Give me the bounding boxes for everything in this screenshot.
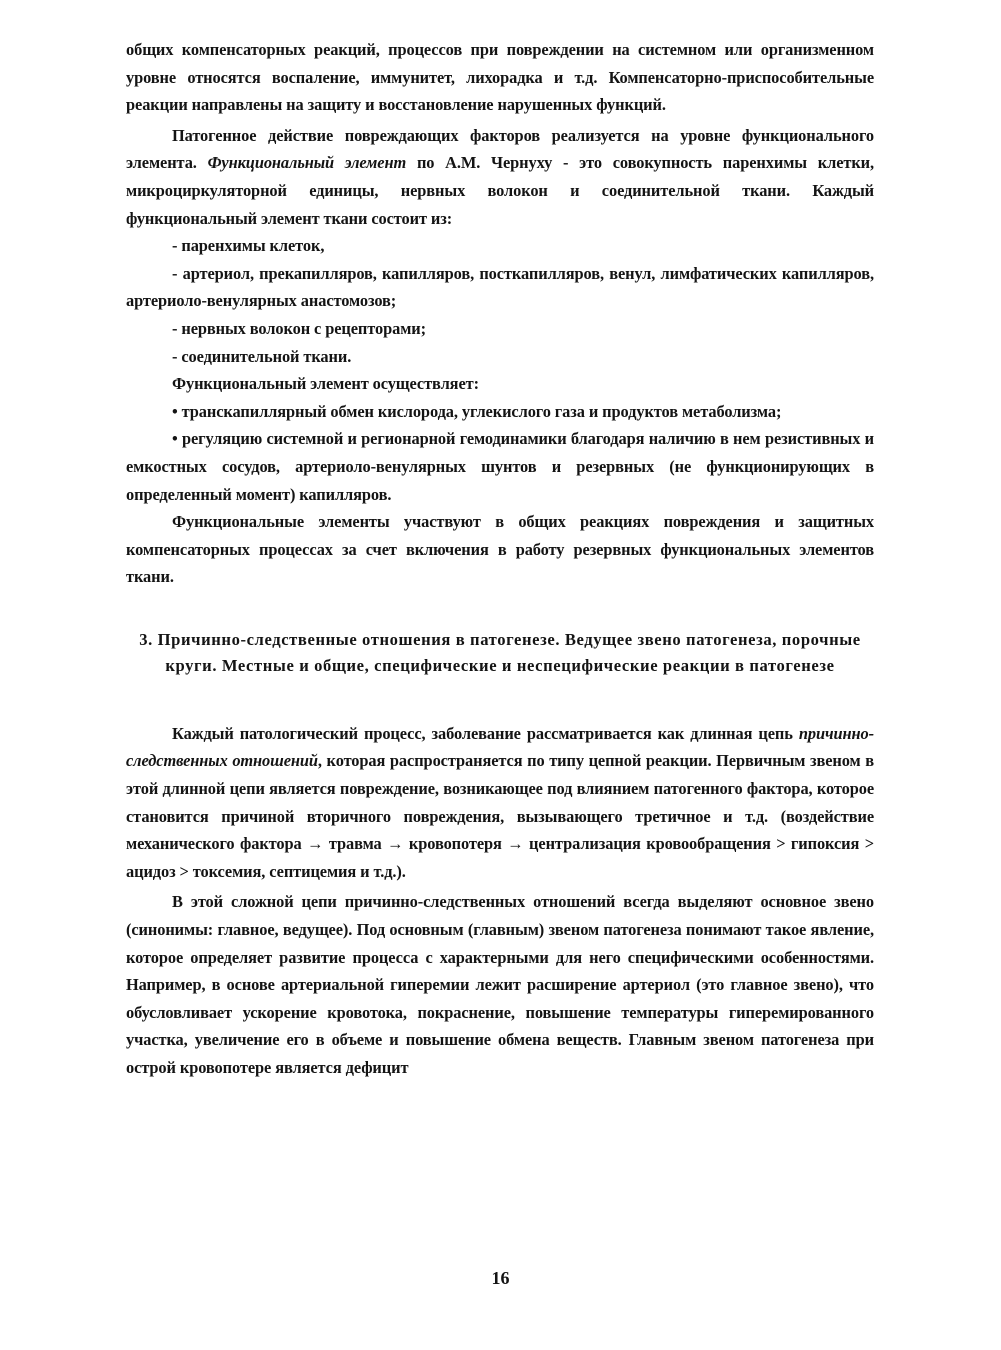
- list-item: - артериол, прекапилляров, капилляров, посткапилляров, венул, лимфатических капилляров, артериоло-венулярных анастомозов;: [126, 263, 874, 311]
- list-item: • транскапиллярный обмен кислорода, углекислого газа и продуктов метаболизма;: [172, 401, 782, 421]
- paragraph-text: Каждый патологический процесс, заболевание рассматривается как длинная цепь: [172, 723, 793, 743]
- term-functional-element: Функциональный элемент: [207, 153, 407, 173]
- term-causal-relations: причинно-следственных отношений: [126, 723, 874, 771]
- list-item: - нервных волокон с рецепторами;: [172, 318, 426, 338]
- paragraph-compensatory-reactions: общих компенсаторных реакций, процессов при повреждении на системном или организменном уровне относятся воспаление, иммунитет, лихорадка и т.д. Компенсаторно-приспособительные реакции направлены на защиту и восстановление нарушенных функций.: [126, 40, 874, 115]
- page-content: [126, 36, 874, 1082]
- paragraph-main-link: В этой сложной цепи причинно-следственных отношений всегда выделяют основное звено (синонимы: главное, ведущее). Под основным (главным) звеном патогенеза понимают такое явление, которое определяет развитие процесса с характерными для него специфическими особенностями. Например, в основе артериальной гиперемии лежит расширение артериол (это главное звено), что обусловливает ускорение кровотока, покраснение, повышение температуры гиперемированного участка, увеличение его в объеме и повышение обмена веществ. Главным звеном патогенеза при острой кровопотере является дефицит: [126, 892, 874, 1077]
- list-item: - соединительной ткани.: [172, 346, 352, 366]
- paragraph-functions-intro: Функциональный элемент осуществляет:: [172, 374, 479, 394]
- section-heading: 3. Причинно-следственные отношения в патогенезе. Ведущее звено патогенеза, порочные круги. Местные и общие, специфические и неспецифические реакции в патогенезе: [139, 629, 861, 675]
- list-item: - паренхимы клеток,: [172, 236, 325, 256]
- paragraph-text: , которая распространяется по типу цепной реакции. Первичным звеном в этой длинной цепи является повреждение, возникающее под влиянием патогенного фактора, которое становится причиной вторичного повреждения, вызывающего третичное и т.д. (воздействие механического фактора → травма → кровопотеря → централизация кровообращения > гипоксия > ацидоз > токсемия, септицемия и т.д.).: [126, 751, 874, 881]
- page-number: 16: [491, 1268, 510, 1288]
- list-item: • регуляцию системной и регионарной гемодинамики благодаря наличию в нем резистивных и емкостных сосудов, артериоло-венулярных шунтов и резервных (не функционирующих в определенный момент) капилляров.: [126, 429, 874, 504]
- paragraph-text: Патогенное действие повреждающих факторов реализуется на уровне функционального элемента.: [126, 125, 874, 173]
- paragraph-participation: Функциональные элементы участвуют в общих реакциях повреждения и защитных компенсаторных процессах за счет включения в работу резервных функциональных элементов ткани.: [126, 512, 874, 587]
- paragraph-causal-chain: [126, 720, 874, 886]
- paragraph-text: по А.М. Чернуху - это совокупность паренхимы клетки, микроциркуляторной единицы, нервных волокон и соединительной ткани. Каждый функциональный элемент ткани состоит из:: [126, 153, 874, 228]
- paragraph-functional-element: [126, 122, 874, 232]
